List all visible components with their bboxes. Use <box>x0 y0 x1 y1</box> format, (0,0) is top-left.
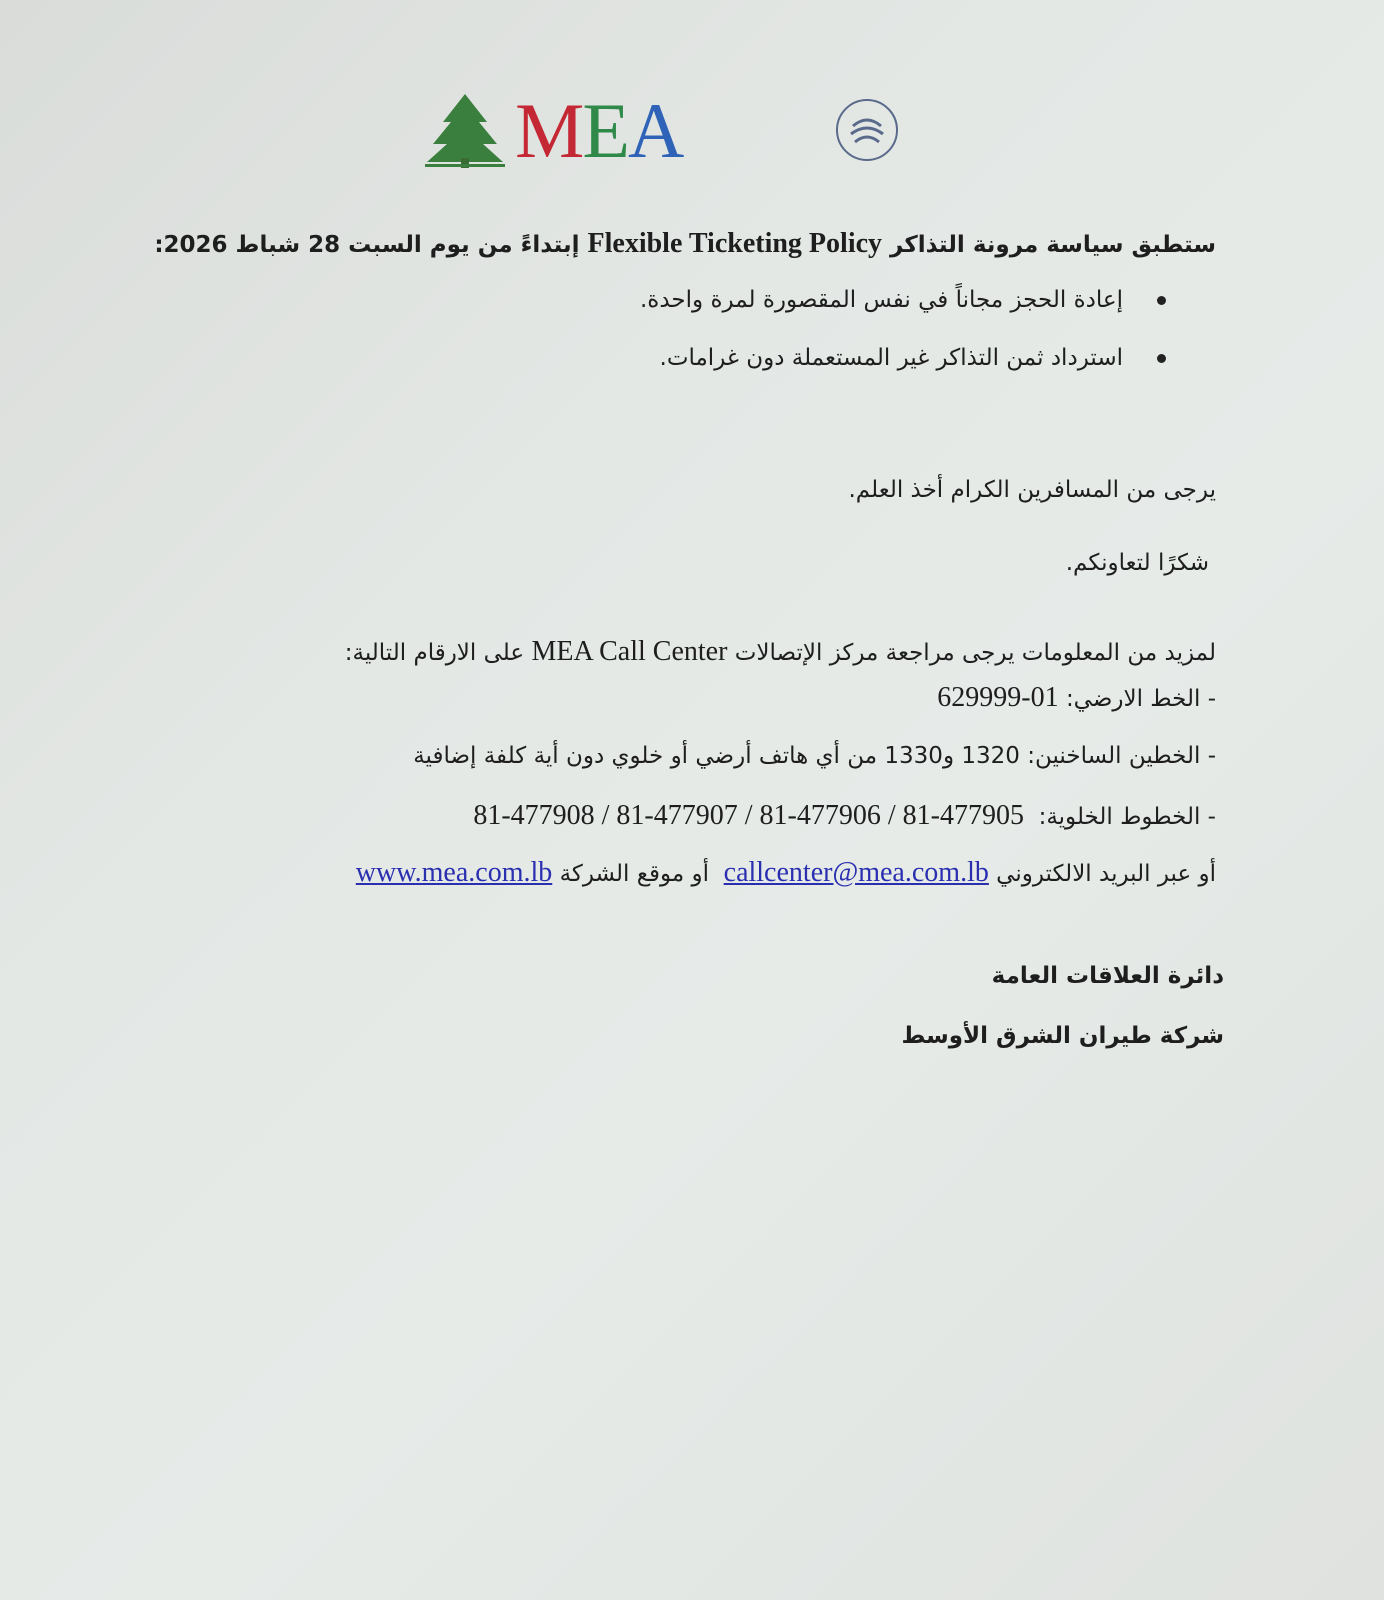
hotlines-label: - الخطين الساخنين: <box>1027 743 1216 769</box>
mobile-numbers: 81-477908 / 81-477907 / 81-477906 / 81-477905 <box>473 800 1024 831</box>
website-link[interactable]: www.mea.com.lb <box>355 857 553 888</box>
call-center-name: MEA Call Center <box>531 636 728 667</box>
landline-label: - الخط الارضي: <box>1065 686 1216 712</box>
hotlines-line <box>413 740 1216 772</box>
landline-line <box>937 682 1216 715</box>
landline-number: 01-629999 <box>937 682 1059 713</box>
heading-text: ستطبق سياسة مرونة التذاكر <box>890 232 1216 258</box>
policy-name: Flexible Ticketing Policy <box>587 228 883 259</box>
company-name: شركة طيران الشرق الأوسط <box>901 1023 1224 1049</box>
department-name: دائرة العلاقات العامة <box>991 963 1224 989</box>
notice-text: يرجى من المسافرين الكرام أخذ العلم. <box>848 477 1216 503</box>
policy-heading <box>154 228 1216 261</box>
mea-logo <box>425 87 905 174</box>
bullet-item <box>640 284 1166 316</box>
thanks-text: شكرًا لتعاونكم. <box>1065 550 1209 576</box>
heading-date: إبتداءً من يوم السبت 28 شباط 2026: <box>154 232 580 258</box>
mobile-line <box>473 800 1216 833</box>
skyteam-icon <box>825 88 905 168</box>
info-intro-suffix: على الارقام التالية: <box>344 640 525 666</box>
bullet-icon <box>1157 354 1166 363</box>
cedar-tree-icon <box>425 92 505 170</box>
mea-wordmark: MEA <box>515 87 683 174</box>
bullet-text: إعادة الحجز مجاناً في نفس المقصورة لمرة واحدة. <box>640 287 1123 313</box>
info-intro-text: لمزيد من المعلومات يرجى مراجعة مركز الإتصالات <box>734 640 1216 666</box>
hotlines-text: 1320 و1330 من أي هاتف أرضي أو خلوي دون أية كلفة إضافية <box>413 743 1020 769</box>
info-intro <box>345 636 1216 669</box>
bullet-text: استرداد ثمن التذاكر غير المستعملة دون غرامات. <box>659 345 1123 371</box>
website-prefix: أو موقع الشركة <box>559 861 710 887</box>
bullet-item <box>660 342 1166 374</box>
email-prefix: أو عبر البريد الالكتروني <box>996 861 1216 887</box>
bullet-icon <box>1157 296 1166 305</box>
mobile-label: - الخطوط الخلوية: <box>1038 804 1216 830</box>
email-link[interactable]: callcenter@mea.com.lb <box>723 857 989 888</box>
contact-line <box>356 857 1216 890</box>
